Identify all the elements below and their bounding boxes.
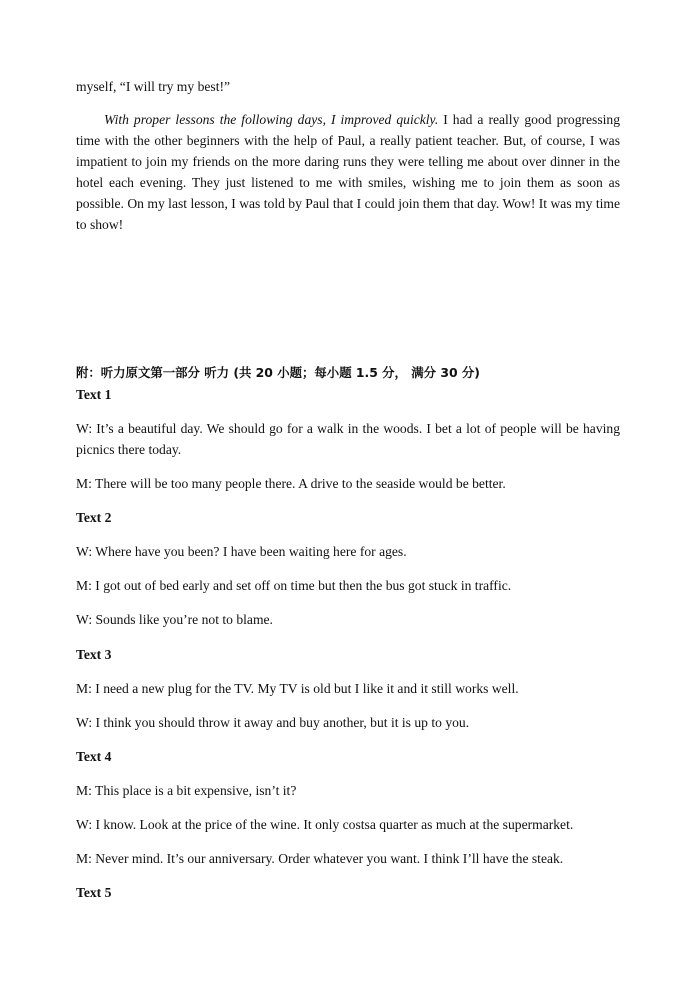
appendix-heading: 附：听力原文第一部分 听力 (共 20 小题；每小题 1.5 分， 满分 30 分) [76,365,480,381]
passage-paragraph-body: I had a really good progressing time with the other beginners with the help of Paul, a really patient teacher. But, of course, I was impatient to join my friends on the more daring runs they were telling me about over dinner in the hotel each evening. They just listened to me with smiles, wishing me to join them as soon as possible. On my last lesson, I was told by Paul that I could join them that day. Wow! It was my time to show! [76,112,620,232]
passage-paragraph [76,109,620,235]
dialogue-line: M: This place is a bit expensive, isn’t it? [76,783,297,798]
dialogue-line: M: There will be too many people there. A drive to the seaside would be better. [76,476,506,491]
passage-opening-line: myself, “I will try my best!” [76,79,231,94]
text-label-4: Text 4 [76,749,112,764]
dialogue-line: M: I need a new plug for the TV. My TV is old but I like it and it still works well. [76,681,519,696]
dialogue-line: W: Where have you been? I have been waiting here for ages. [76,544,407,559]
dialogue-line: M: Never mind. It’s our anniversary. Order whatever you want. I think I’ll have the steak. [76,851,564,866]
dialogue-line: W: I know. Look at the price of the wine. It only costsa quarter as much at the supermarket. [76,817,574,832]
text-label-1: Text 1 [76,387,112,402]
dialogue-line: M: I got out of bed early and set off on time but then the bus got stuck in traffic. [76,578,512,593]
text-label-2: Text 2 [76,510,112,525]
dialogue-line: W: Sounds like you’re not to blame. [76,612,273,627]
passage-italic-sentence: With proper lessons the following days, I improved quickly. [104,112,439,127]
text-label-5: Text 5 [76,885,112,900]
dialogue-line: W: I think you should throw it away and buy another, but it is up to you. [76,715,470,730]
dialogue-line: W: It’s a beautiful day. We should go for a walk in the woods. I bet a lot of people will be having picnics there today. [76,421,620,457]
text-label-3: Text 3 [76,647,112,662]
